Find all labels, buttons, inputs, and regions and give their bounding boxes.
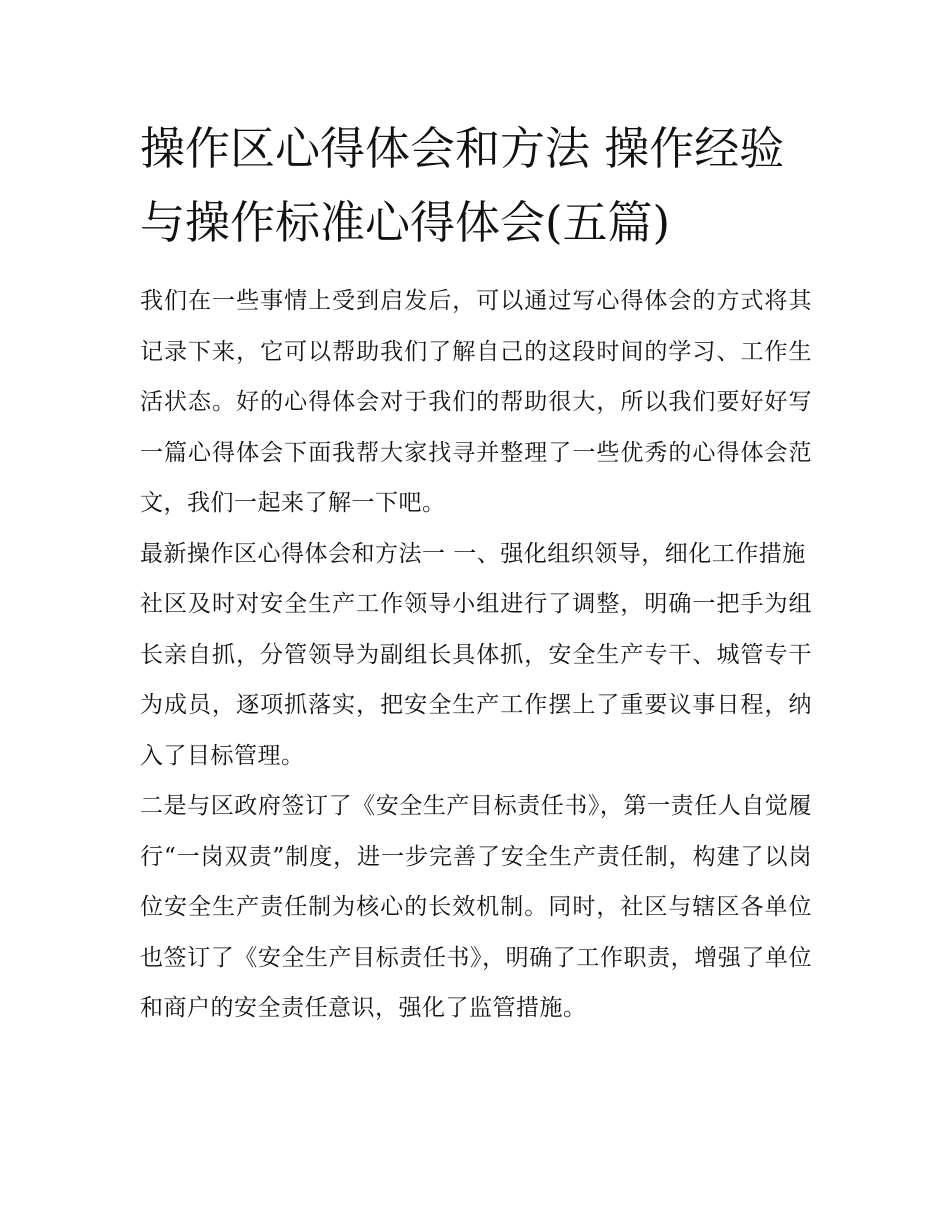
document-title: 操作区心得体会和方法 操作经验与操作标准心得体会(五篇) [140,122,785,249]
organization-paragraph: 社区及时对安全生产工作领导小组进行了调整，明确一把手为组长亲自抓，分管领导为副组长具体抓，安全生产专干、城管专干为成员，逐项抓落实，把安全生产工作摆上了重要议事日程，纳入了目标管理。 [140,591,812,769]
intro-paragraph: 我们在一些事情上受到启发后，可以通过写心得体会的方式将其记录下来，它可以帮助我们了解自己的这段时间的学习、工作生活状态。好的心得体会对于我们的帮助很大，所以我们要好好写一篇心得体会下面我帮大家找寻并整理了一些优秀的心得体会范文，我们一起来了解一下吧。 [140,288,812,516]
responsibility-paragraph: 二是与区政府签订了《安全生产目标责任书》，第一责任人自觉履行“一岗双责”制度，进一步完善了安全生产责任制，构建了以岗位安全生产责任制为核心的长效机制。同时，社区与辖区各单位也签订了《安全生产目标责任书》，明确了工作职责，增强了单位和商户的安全责任意识，强化了监管措施。 [140,793,812,1021]
section-heading-paragraph: 最新操作区心得体会和方法一 一、强化组织领导，细化工作措施 [140,540,806,567]
document-body [140,112,812,1034]
